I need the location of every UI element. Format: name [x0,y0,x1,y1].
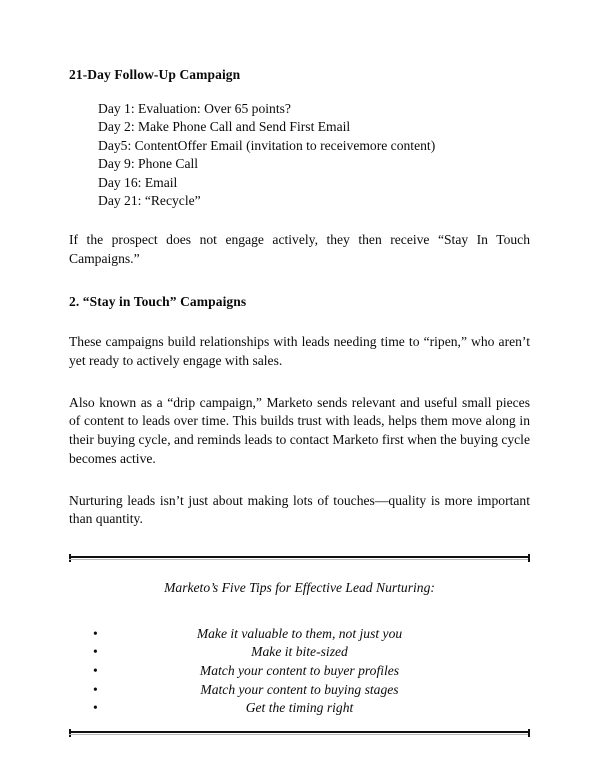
tip-text: Match your content to buyer profiles [199,663,400,679]
bullet-icon: • [93,625,98,641]
bullet-icon: • [93,663,98,679]
rule-thin-line [69,559,530,560]
section-heading-stay-in-touch: 2. “Stay in Touch” Campaigns [69,294,247,310]
list-item [69,662,530,681]
tip-text: Match your content to buying stages [200,681,399,697]
list-item: Day 21: “Recycle” [98,193,201,209]
document-content [69,0,530,736]
tip-text: Make it valuable to them, not just you [196,625,403,641]
list-item [69,681,530,700]
paragraph-prospect-engagement: If the prospect does not engage actively, they then receive “Stay In Touch Campaigns.” [69,232,530,267]
paragraph-nurturing-quality: Nurturing leads isn’t just about making lots of touches—quality is more important than quantity. [69,492,530,527]
list-item: Day 9: Phone Call [98,156,199,172]
section-heading-followup-campaign: 21-Day Follow-Up Campaign [69,67,241,82]
bullet-icon: • [93,700,98,716]
tips-list [69,625,530,718]
list-item [69,625,530,644]
list-item: Day5: ContentOffer Email (invitation to receivemore content) [98,137,436,153]
callout-body [69,561,530,731]
day-schedule-list [98,100,530,210]
tip-text: Make it bite-sized [251,644,348,660]
bullet-icon: • [93,644,98,660]
callout-box-five-tips [69,556,530,736]
list-item: Day 2: Make Phone Call and Send First Email [98,119,351,135]
callout-title: Marketo’s Five Tips for Effective Lead Nurturing: [164,579,435,595]
paragraph-drip-campaign: Also known as a “drip campaign,” Marketo sends relevant and useful small pieces of content to leads over time. This builds trust with leads, helps them move along in their buying cycle, and reminds leads to contact Marketo first when the buying cycle becomes active. [69,394,530,466]
rule-thick-line [69,556,530,558]
rule-thin-line [69,734,530,735]
callout-top-rule [69,556,530,561]
list-item [69,643,530,662]
tip-text: Get the timing right [245,700,354,716]
list-item [69,699,530,718]
rule-end-cap-right [528,554,530,562]
paragraph-campaign-relationships: These campaigns build relationships with leads needing time to “ripen,” who aren’t yet ready to actively engage with sales. [69,334,530,368]
rule-thick-line [69,731,530,733]
bullet-icon: • [93,681,98,697]
list-item: Day 16: Email [98,174,178,190]
callout-bottom-rule [69,731,530,736]
rule-end-cap-right [528,729,530,737]
list-item: Day 1: Evaluation: Over 65 points? [98,101,291,116]
